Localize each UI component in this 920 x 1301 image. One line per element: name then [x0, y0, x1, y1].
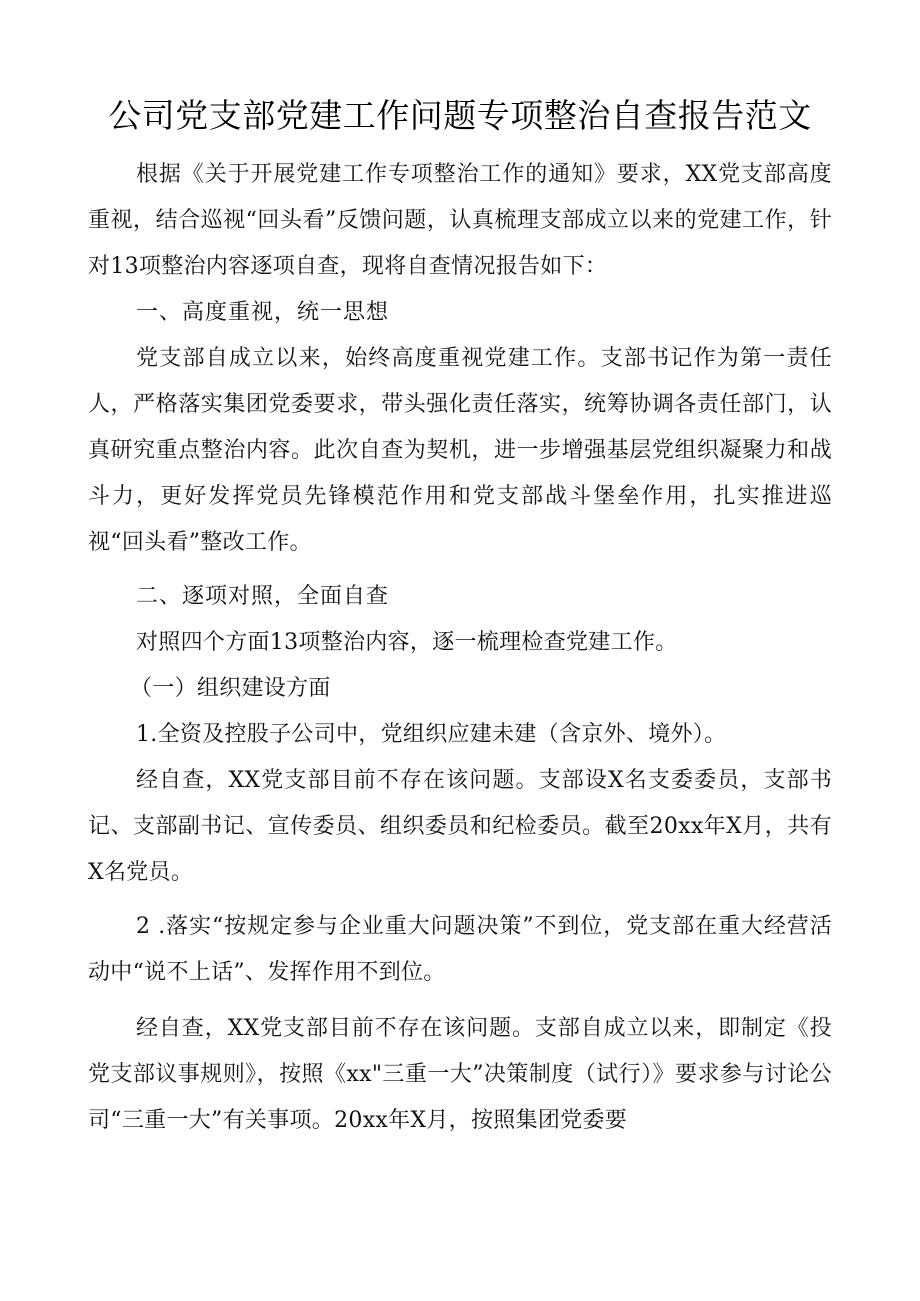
document-title: 公司党支部党建工作问题专项整治自查报告范文: [108, 96, 812, 135]
item-1-paragraph: 经自查，XX党支部目前不存在该问题。支部设X名支委委员，支部书记、支部副书记、宣传委员、组织委员和纪检委员。截至20xx年X月，共有X名党员。: [88, 768, 832, 885]
section-2-intro-paragraph: 对照四个方面13项整治内容，逐一梳理检查党建工作。: [136, 630, 678, 655]
item-1-heading: 1.全资及控股子公司中，党组织应建未建（含京外、境外）。: [136, 722, 727, 747]
document-body: [88, 152, 832, 1144]
subsection-heading-organization: （一）组织建设方面: [130, 676, 331, 701]
item-2-paragraph: 经自查，XX党支部目前不存在该问题。支部自成立以来，即制定《投党支部议事规则》，按照《xx"三重一大”决策制度（试行）》要求参与讨论公司“三重一大”有关事项。20xx年X月，按照集团党委要: [88, 1016, 832, 1133]
item-2-heading: 2 .落实“按规定参与企业重大问题决策”不到位，党支部在重大经营活动中“说不上话”、发挥作用不到位。: [88, 914, 832, 985]
intro-paragraph: 根据《关于开展党建工作专项整治工作的通知》要求，XX党支部高度重视，结合巡视“回头看”反馈问题，认真梳理支部成立以来的党建工作，针对13项整治内容逐项自查，现将自查情况报告如下：: [88, 162, 832, 279]
section-heading-2: 二、逐项对照，全面自查: [136, 584, 390, 609]
section-1-paragraph: 党支部自成立以来，始终高度重视党建工作。支部书记作为第一责任人，严格落实集团党委要求，带头强化责任落实，统筹协调各责任部门，认真研究重点整治内容。此次自查为契机，进一步增强基层党组织凝聚力和战斗力，更好发挥党员先锋模范作用和党支部战斗堡垒作用，扎实推进巡视“回头看”整改工作。: [88, 346, 832, 555]
section-heading-1: 一、高度重视，统一思想: [136, 300, 390, 325]
